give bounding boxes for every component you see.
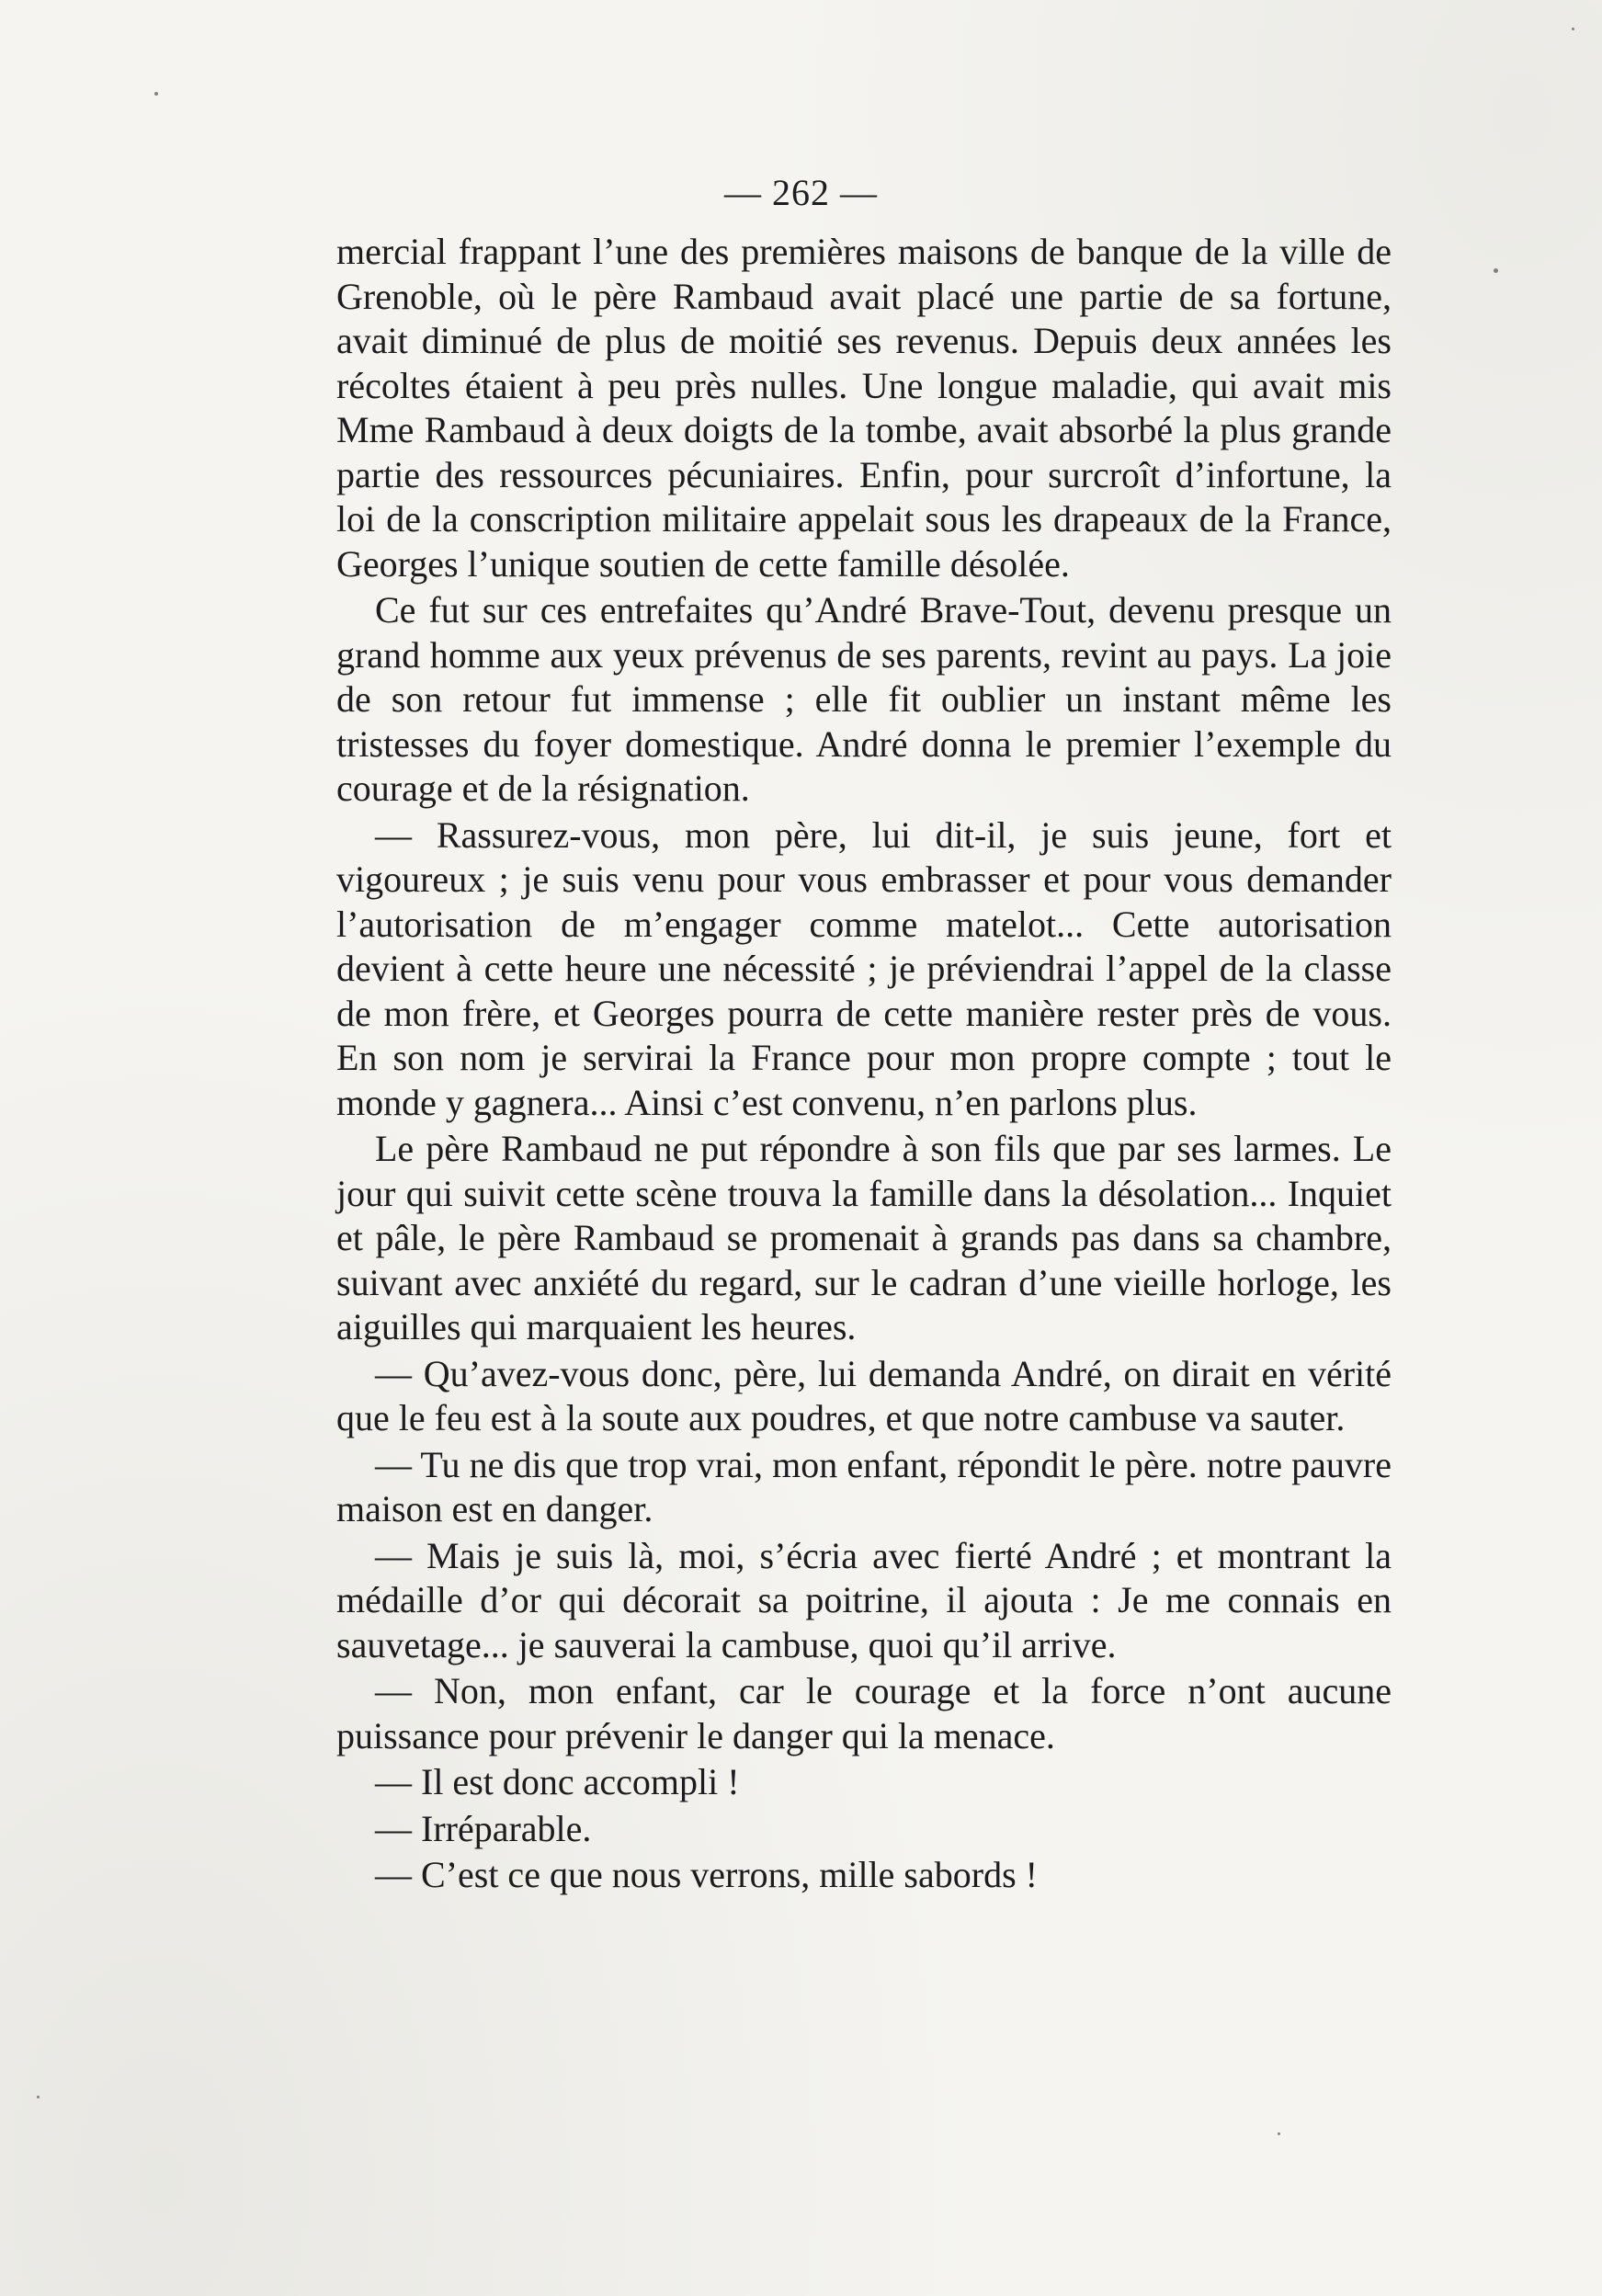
paragraph-5: — Qu’avez-vous donc, père, lui demanda André, on dirait en vérité que le feu est à la soute aux poudres, et que notre cambuse va sauter. [336, 1352, 1392, 1438]
paragraph-2: Ce fut sur ces entrefaites qu’André Brave-Tout, devenu presque un grand homme aux yeux prévenus de ses parents, revint au pays. La joie de son retour fut immense ; elle fit oublier un instant même les tristesses du foyer domestique. André donna le premier l’exemple du courage et de la résignation. [336, 589, 1392, 809]
body-text [336, 230, 1392, 1900]
paragraph-8: — Non, mon enfant, car le courage et la force n’ont aucune puissance pour prévenir le danger qui la menace. [336, 1670, 1392, 1756]
paragraph-4: Le père Rambaud ne put répondre à son fils que par ses larmes. Le jour qui suivit cette scène trouva la famille dans la désolation... Inquiet et pâle, le père Rambaud se promenait à grands pas dans sa chambre, suivant avec anxiété du regard, sur le cadran d’une vieille horloge, les aiguilles qui marquaient les heures. [336, 1128, 1392, 1347]
scan-speck [1278, 2132, 1280, 2135]
paragraph-3: — Rassurez-vous, mon père, lui dit-il, je suis jeune, fort et vigoureux ; je suis venu pour vous embrasser et pour vous demander l’autorisation de m’engager comme matelot... Cette autorisation devient à cette heure une nécessité ; je préviendrai l’appel de la classe de mon frère, et Georges pourra de cette manière rester près de vous. En son nom je servirai la France pour mon propre compte ; tout le monde y gagnera... Ainsi c’est convenu, n’en parlons plus. [336, 813, 1392, 1123]
scan-speck [1572, 28, 1574, 30]
paragraph-6: — Tu ne dis que trop vrai, mon enfant, répondit le père. notre pauvre maison est en danger. [336, 1443, 1392, 1529]
paragraph-10: — Irréparable. [375, 1807, 592, 1849]
paragraph-11: — C’est ce que nous verrons, mille sabords ! [375, 1854, 1038, 1895]
page-number: — 262 — [724, 172, 878, 213]
scan-speck [154, 92, 158, 96]
paragraph-7: — Mais je suis là, moi, s’écria avec fierté André ; et montrant la médaille d’or qui décorait sa poitrine, il ajouta : Je me connais en sauvetage... je sauverai la cambuse, quoi qu’il arrive. [336, 1534, 1392, 1665]
paragraph-1: mercial frappant l’une des premières maisons de banque de la ville de Grenoble, où le père Rambaud avait placé une partie de sa fortune, avait diminué de plus de moitié ses revenus. Depuis deux années les récoltes étaient à peu près nulles. Une longue maladie, qui avait mis Mme Rambaud à deux doigts de la tombe, avait absorbé la plus grande partie des ressources pécuniaires. Enfin, pour surcroît d’infortune, la loi de la conscription militaire appelait sous les drapeaux de la France, Georges l’unique soutien de cette famille désolée. [336, 231, 1392, 585]
scan-speck [37, 2096, 40, 2098]
paragraph-9: — Il est donc accompli ! [375, 1761, 740, 1802]
scan-speck [1494, 268, 1498, 273]
